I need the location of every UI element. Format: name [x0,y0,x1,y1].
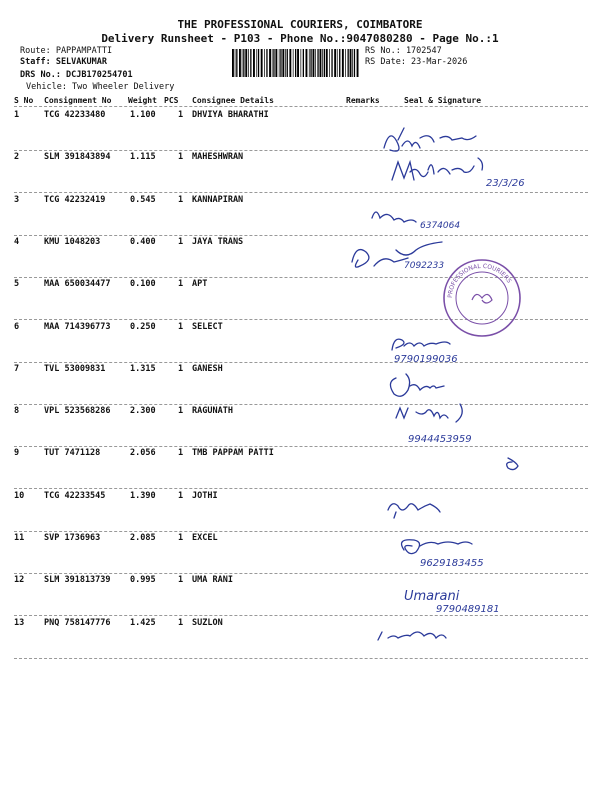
signature-number-row-8: 9944453959 [408,434,472,445]
signature-row-13 [378,632,446,640]
row-pcs: 1 [178,279,184,290]
row-sno: 2 [14,152,20,163]
row-pcs: 1 [178,321,184,332]
row-sno: 6 [14,321,20,332]
row-consignment-no: VPL 523568286 [44,406,111,417]
row-consignment-no: TCG 42233480 [44,110,106,120]
row-sno: 3 [14,194,20,205]
row-pcs: 1 [178,194,184,205]
row-weight: 0.995 [130,575,156,586]
col-weight: Weight [128,96,157,105]
row-sno: 13 [14,617,25,628]
row-weight: 2.056 [130,448,156,459]
row-consignee: RAGUNATH [192,406,233,417]
signature-row-11 [402,540,472,554]
row-consignee: KANNAPIRAN [192,194,244,205]
signature-row-3 [372,212,416,222]
row-pcs: 1 [178,617,184,628]
col-consignee: Consignee Details [192,96,274,105]
rs-date: RS Date: 23-Mar-2026 [365,57,468,67]
row-sno: 9 [14,448,20,459]
row-sno: 10 [14,490,25,501]
row-consignment-no: MAA 650034477 [44,279,111,290]
col-seal-signature: Seal & Signature [404,96,482,105]
company-title: THE PROFESSIONAL COURIERS, COIMBATORE [177,18,423,31]
row-weight: 1.100 [130,110,156,120]
row-sno: 7 [14,363,20,374]
signature-number-row-3: 6374064 [420,221,461,231]
signature-row-1 [384,128,476,151]
row-weight: 0.250 [130,321,156,332]
signature-number-row-6: 9790199036 [394,354,458,365]
row-weight: 2.085 [130,533,156,543]
row-consignee: SELECT [192,321,223,332]
row-pcs: 1 [178,236,184,247]
row-consignment-no: TVL 53009831 [44,363,106,374]
signature-row-6 [392,339,450,350]
signature-row-8 [396,404,462,422]
staff-label: Staff: SELVAKUMAR [20,57,107,67]
row-weight: 0.545 [130,194,156,205]
col-remarks: Remarks [346,96,380,105]
row-sno: 8 [14,406,20,417]
row-weight: 1.390 [130,490,156,501]
row-weight: 1.315 [130,363,156,374]
row-weight: 1.425 [130,617,156,628]
row-consignee: SUZLON [192,617,223,628]
row-sno: 5 [14,279,20,290]
row-sno: 11 [14,533,25,543]
row-consignment-no: TUT 7471128 [44,448,101,459]
row-weight: 1.115 [130,152,156,163]
row-consignment-no: SLM 391813739 [44,575,111,586]
drs-number: DRS No.: DCJB170254701 [20,70,133,80]
row-consignee: DHVIYA BHARATHI [192,110,269,120]
row-sno: 12 [14,575,25,586]
row-pcs: 1 [178,363,184,374]
row-consignment-no: MAA 714396773 [44,321,111,332]
col-pcs: PCS [164,96,179,105]
row-sno: 1 [14,110,20,120]
signature-number-row-12: 9790489181 [436,604,500,615]
row-consignee: TMB PAPPAM PATTI [192,448,274,459]
row-pcs: 1 [178,110,184,120]
route-label: Route: PAPPAMPATTI [20,46,113,56]
row-pcs: 1 [178,533,184,543]
signature-number-row-11: 9629183455 [420,558,484,569]
signature-row-9 [507,458,518,470]
runsheet-subtitle: Delivery Runsheet - P103 - Phone No.:9047080280 - Page No.:1 [101,32,499,45]
row-consignee: EXCEL [192,533,218,543]
col-sno: S No [14,96,34,105]
row-consignment-no: KMU 1048203 [44,236,101,247]
signature-name-row-12: Umarani [404,589,460,604]
row-pcs: 1 [178,448,184,459]
row-consignee: APT [192,279,208,290]
row-consignment-no: SVP 1736963 [44,533,101,543]
row-weight: 2.300 [130,406,156,417]
signature-row-10 [388,504,440,518]
signature-row-2 [392,158,483,180]
row-consignment-no: SLM 391843894 [44,152,111,163]
company-seal-stamp [444,260,520,336]
row-consignee: JOTHI [192,490,218,501]
row-consignment-no: TCG 42232419 [44,194,106,205]
row-weight: 0.400 [130,236,156,247]
row-pcs: 1 [178,406,184,417]
row-consignee: UMA RANI [192,575,233,586]
signature-row-7 [390,374,444,396]
rs-number: RS No.: 1702547 [365,46,442,56]
row-consignee: MAHESHWRAN [192,152,244,163]
row-pcs: 1 [178,575,184,586]
row-pcs: 1 [178,152,184,163]
row-consignee: GANESH [192,363,223,374]
row-consignment-no: PNQ 758147776 [44,617,111,628]
row-consignee: JAYA TRANS [192,236,244,247]
signature-number-row-4: 7092233 [404,261,445,271]
vehicle-label: Vehicle: Two Wheeler Delivery [26,82,175,92]
col-consignment: Consignment No [44,96,112,105]
signature-date-row-2: 23/3/26 [486,178,525,189]
row-consignment-no: TCG 42233545 [44,490,106,501]
stamp-text: PROFESSIONAL COURIERS [446,262,513,299]
row-sno: 4 [14,236,20,247]
row-pcs: 1 [178,490,184,501]
row-weight: 0.100 [130,279,156,290]
